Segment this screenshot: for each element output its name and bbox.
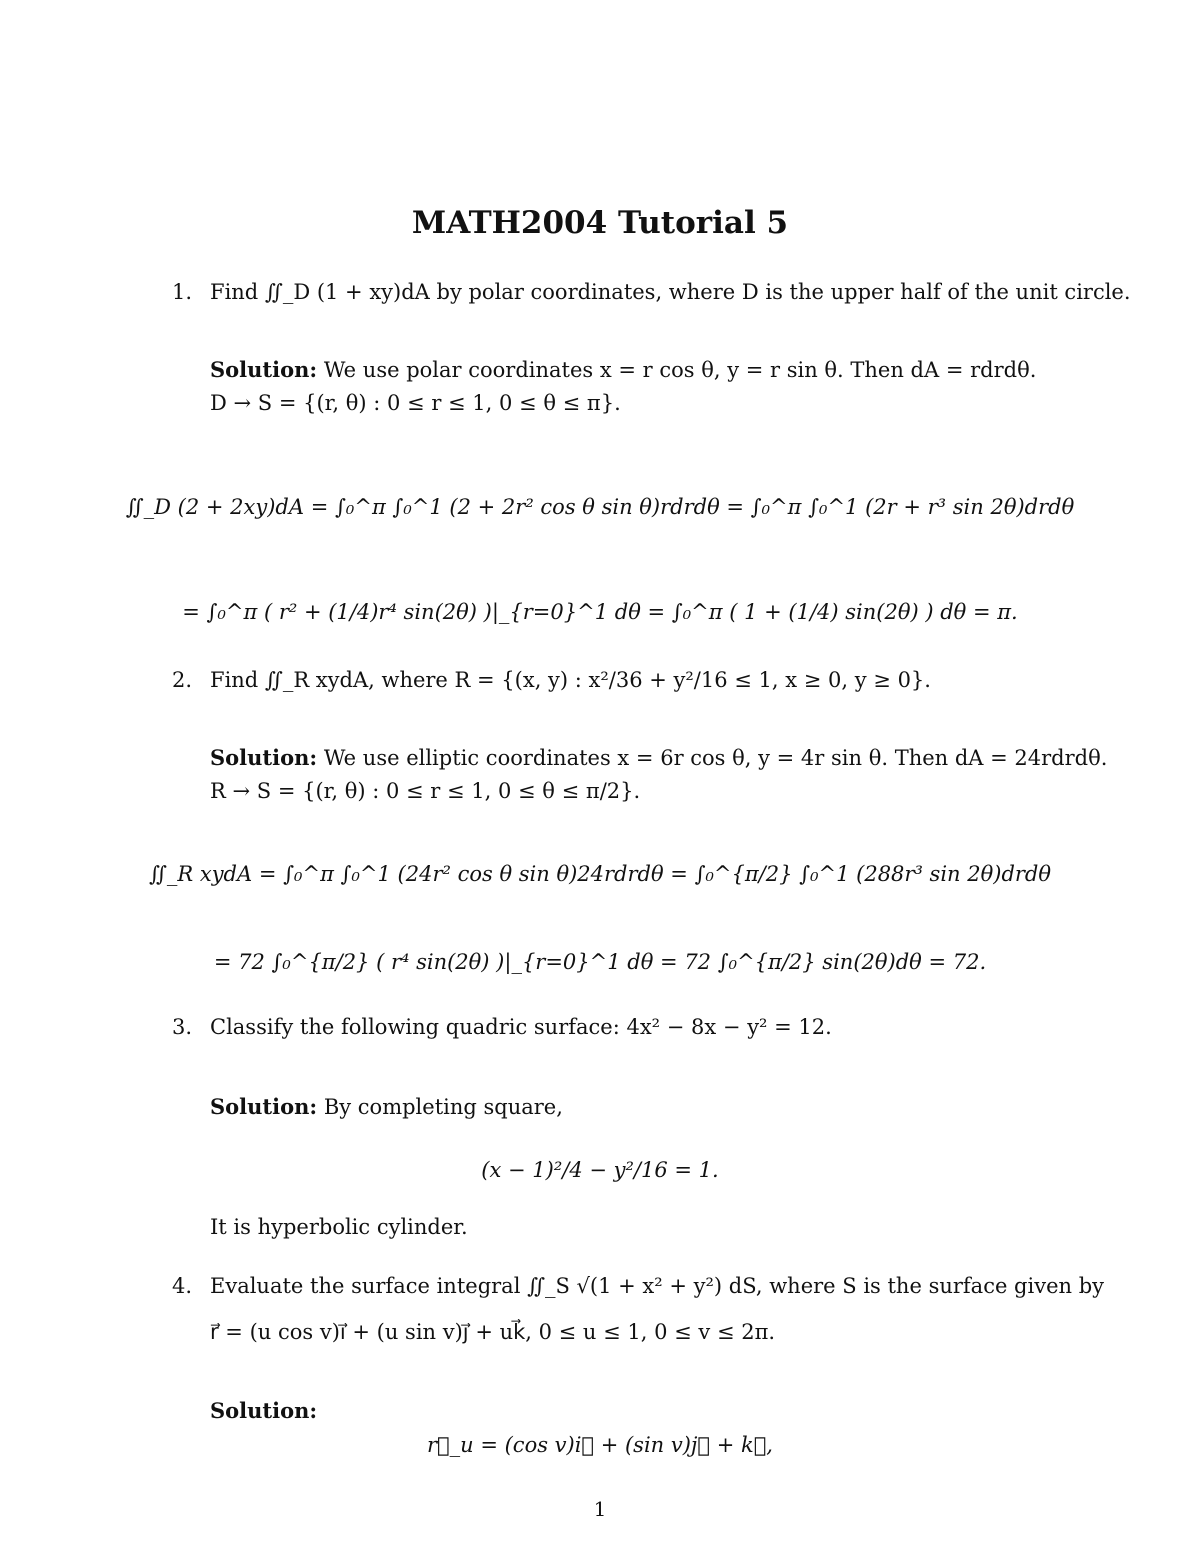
solution-line: R → S = {(r, θ) : 0 ≤ r ≤ 1, 0 ≤ θ ≤ π/2}. <box>210 779 641 803</box>
solution-label: Solution: <box>210 1398 318 1423</box>
problem-statement: Classify the following quadric surface: 4x² − 8x − y² = 12. <box>210 1015 832 1039</box>
solution-line: We use polar coordinates x = r cos θ, y = r sin θ. Then dA = rdrdθ. <box>323 358 1037 382</box>
display-equation: = ∫₀^π ( r² + (1/4)r⁴ sin(2θ) )|_{r=0}^1 dθ = ∫₀^π ( 1 + (1/4) sin(2θ) ) dθ = π. <box>182 600 1018 624</box>
problem-number: 3. <box>172 1015 193 1039</box>
problem-statement-line: r⃗ = (u cos v)i⃗ + (u sin v)j⃗ + uk⃗, 0 ≤ u ≤ 1, 0 ≤ v ≤ 2π. <box>210 1320 776 1344</box>
problem-number: 4. <box>172 1274 193 1298</box>
page-number: 1 <box>593 1497 607 1521</box>
page-title: MATH2004 Tutorial 5 <box>411 205 789 241</box>
solution-line: By completing square, <box>323 1095 563 1119</box>
display-equation: ∬_D (2 + 2xy)dA = ∫₀^π ∫₀^1 (2 + 2r² cos θ sin θ)rdrdθ = ∫₀^π ∫₀^1 (2r + r³ sin 2θ)drdθ <box>125 495 1075 519</box>
solution-label: Solution: <box>210 357 318 382</box>
display-equation: r⃗_u = (cos v)i⃗ + (sin v)j⃗ + k⃗, <box>427 1433 773 1457</box>
solution-line: We use elliptic coordinates x = 6r cos θ, y = 4r sin θ. Then dA = 24rdrdθ. <box>323 746 1108 770</box>
conclusion-text: It is hyperbolic cylinder. <box>210 1215 468 1239</box>
solution-line: D → S = {(r, θ) : 0 ≤ r ≤ 1, 0 ≤ θ ≤ π}. <box>210 391 621 415</box>
solution-label: Solution: <box>210 745 318 770</box>
solution-label: Solution: <box>210 1094 318 1119</box>
problem-number: 2. <box>172 668 193 692</box>
problem-statement: Find ∬_R xydA, where R = {(x, y) : x²/36 + y²/16 ≤ 1, x ≥ 0, y ≥ 0}. <box>210 668 931 692</box>
display-equation: = 72 ∫₀^{π/2} ( r⁴ sin(2θ) )|_{r=0}^1 dθ = 72 ∫₀^{π/2} sin(2θ)dθ = 72. <box>213 950 987 974</box>
problem-number: 1. <box>172 280 193 304</box>
display-equation: (x − 1)²/4 − y²/16 = 1. <box>481 1158 719 1182</box>
problem-statement: Evaluate the surface integral ∬_S √(1 + x² + y²) dS, where S is the surface given by <box>210 1274 1105 1298</box>
display-equation: ∬_R xydA = ∫₀^π ∫₀^1 (24r² cos θ sin θ)24rdrdθ = ∫₀^{π/2} ∫₀^1 (288r³ sin 2θ)drdθ <box>148 862 1052 886</box>
problem-statement: Find ∬_D (1 + xy)dA by polar coordinates, where D is the upper half of the unit circle. <box>210 280 1131 304</box>
